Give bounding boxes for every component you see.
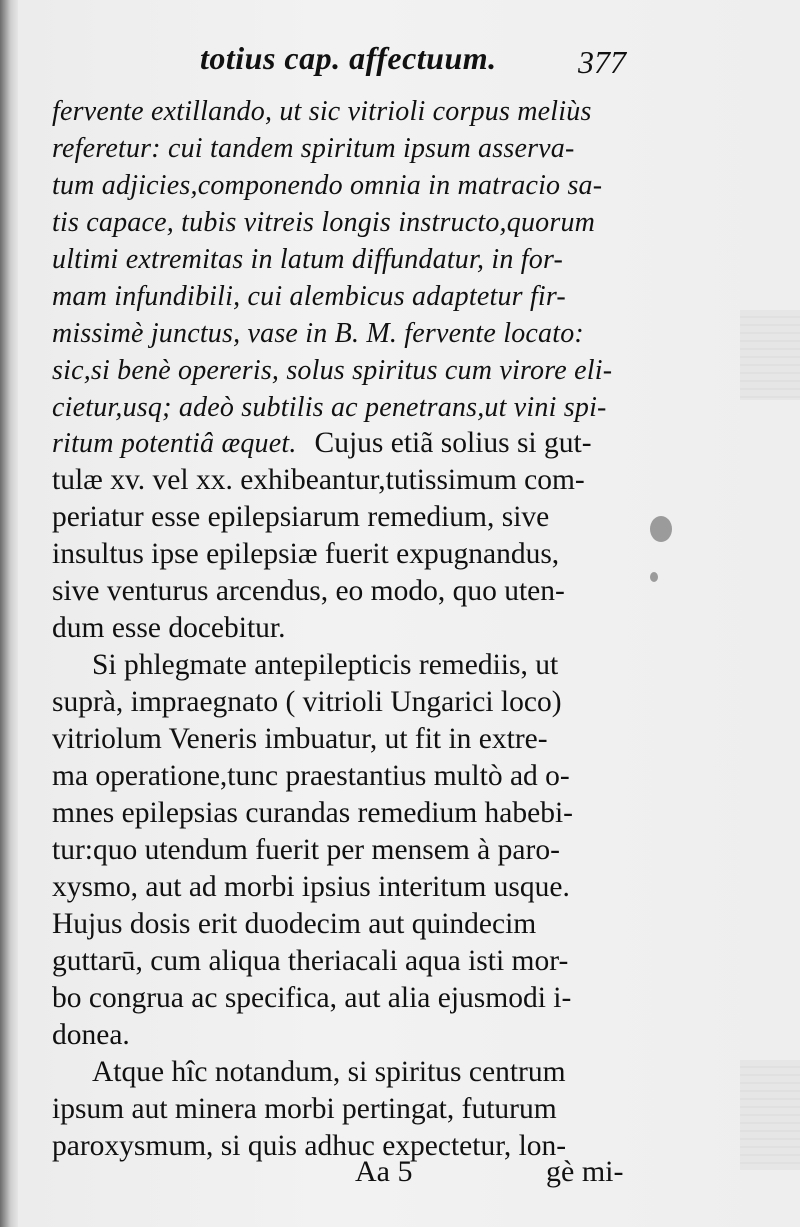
text-line: sic,si benè opereris, solus spiritus cum virore eli- [52, 355, 613, 386]
page-number: 377 [578, 44, 626, 80]
text-line: cietur,usq; adeò subtilis ac penetrans,ut vini spi- [52, 392, 607, 423]
text-line: referetur: cui tandem spiritum ipsum asserva- [52, 133, 575, 164]
running-head: totius cap. affectuum. [200, 40, 497, 76]
paragraph-first-line: Atque hîc notandum, si spiritus centrum [92, 1056, 566, 1088]
page-footer [18, 1150, 800, 1200]
text-line: tum adjicies,componendo omnia in matracio sa- [52, 170, 603, 201]
text-line: suprà, impraegnato ( vitrioli Ungarici loco) [52, 686, 562, 718]
text-line: guttarū, cum aliqua theriacali aqua isti mor- [52, 945, 569, 977]
text-line: ultimi extremitas in latum diffundatur, in for- [52, 244, 564, 275]
paragraph-first-line: Si phlegmate antepilepticis remediis, ut [92, 649, 559, 681]
text-line: tur:quo utendum fuerit per mensem à paro- [52, 834, 560, 866]
text-line: donea. [52, 1019, 130, 1051]
text-line: dum esse docebitur. [52, 612, 286, 644]
text-line-mixed [52, 429, 592, 459]
catchword: gè mi- [546, 1155, 624, 1188]
text-line: ipsum aut minera morbi pertingat, futurum [52, 1093, 557, 1125]
text-line: bo congrua ac specifica, aut alia ejusmodi i- [52, 982, 572, 1014]
signature-mark: Aa 5 [355, 1155, 413, 1188]
roman-segment: Cujus etiã solius si gut- [314, 427, 592, 459]
text-line: periatur esse epilepsiarum remedium, sive [52, 501, 550, 533]
text-line: ma operatione,tunc praestantius multò ad o- [52, 760, 570, 792]
text-line: tis capace, tubis vitreis longis instructo,quorum [52, 207, 596, 238]
text-line: missimè junctus, vase in B. M. fervente locato: [52, 318, 584, 349]
text-line: Hujus dosis erit duodecim aut quindecim [52, 908, 537, 940]
text-line: mnes epilepsias curandas remedium habebi- [52, 797, 573, 829]
text-line: fervente extillando, ut sic vitrioli corpus meliùs [52, 96, 592, 127]
body-text [18, 0, 800, 1227]
text-line: vitriolum Veneris imbuatur, ut fit in extre- [52, 723, 548, 755]
text-line: insultus ipse epilepsiæ fuerit expugnandus, [52, 538, 560, 570]
page-sheet [18, 0, 800, 1227]
text-line: xysmo, aut ad morbi ipsius interitum usque. [52, 871, 570, 903]
text-line: tulæ xv. vel xx. exhibeantur,tutissimum com- [52, 464, 585, 496]
binding-gutter [0, 0, 18, 1227]
text-line: sive venturus arcendus, eo modo, quo uten- [52, 575, 565, 607]
italic-segment: ritum potentiâ æquet. [52, 428, 297, 459]
text-line: mam infundibili, cui alembicus adaptetur fir- [52, 281, 566, 312]
text-line: paroxysmum, si quis adhuc expectetur, lon- [52, 1130, 567, 1162]
